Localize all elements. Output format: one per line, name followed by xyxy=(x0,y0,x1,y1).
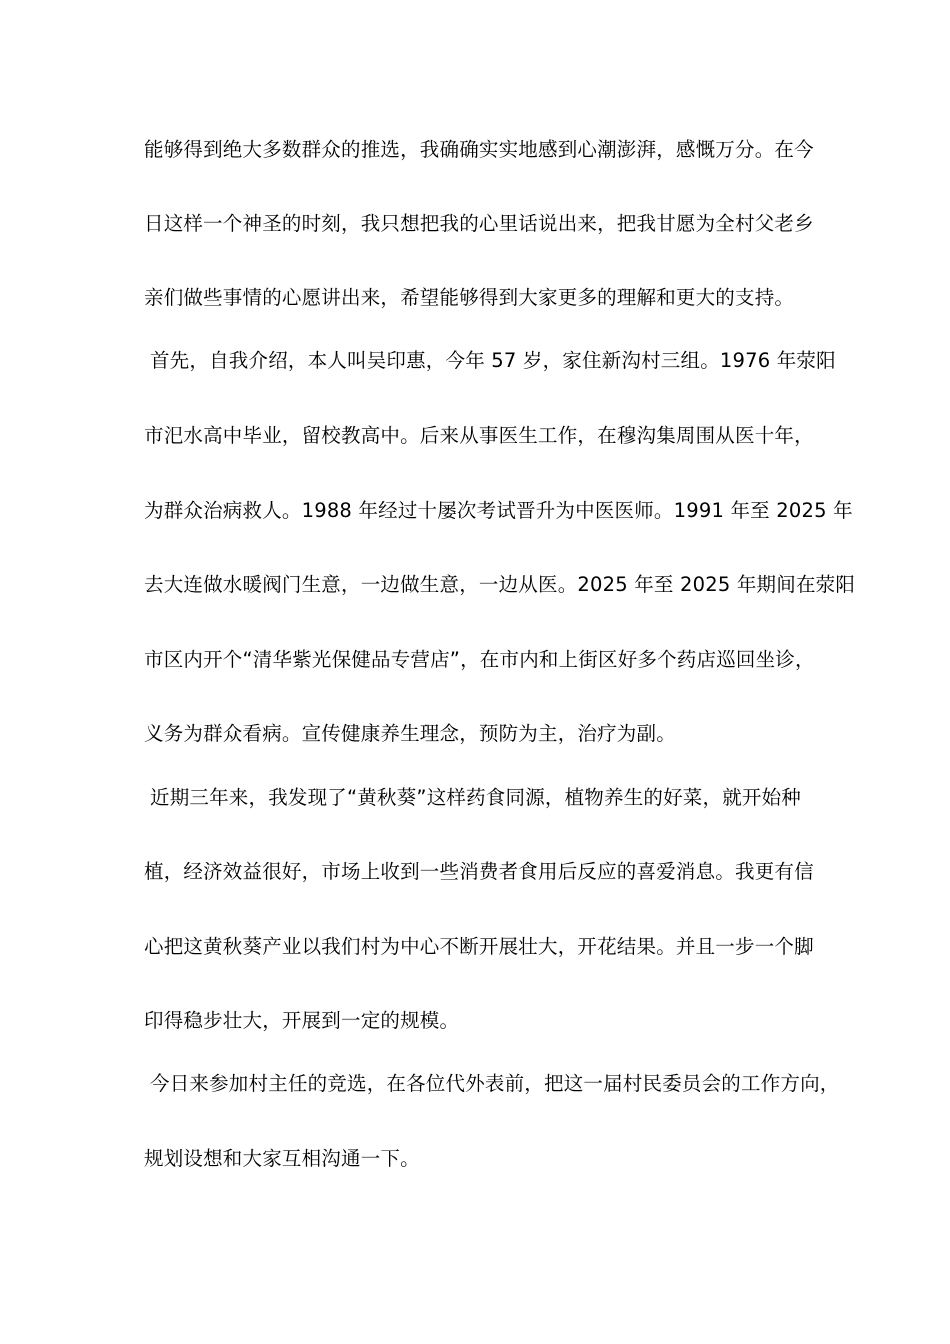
text-line: 市汜水高中毕业，留校教高中。后来从事医生工作，在穆沟集周围从医十年， xyxy=(144,424,814,447)
text-line: 规划设想和大家互相沟通一下。 xyxy=(144,1147,420,1170)
paragraph-start-line: 今日来参加村主任的竞选，在各位代外表前，把这一届村民委员会的工作方向， xyxy=(150,1072,840,1095)
text-line: 去大连做水暖阀门生意，一边做生意，一边从医。2025 年至 2025 年期间在荥阳 xyxy=(144,573,856,596)
text-line: 心把这黄秋葵产业以我们村为中心不断开展壮大，开花结果。并且一步一个脚 xyxy=(144,935,814,958)
paragraph-start-line: 近期三年来，我发现了“黄秋葵”这样药食同源，植物养生的好菜，就开始种 xyxy=(150,786,802,809)
text-line: 日这样一个神圣的时刻，我只想把我的心里话说出来，把我甘愿为全村父老乡 xyxy=(144,212,814,235)
text-line: 印得稳步壮大，开展到一定的规模。 xyxy=(144,1009,460,1032)
text-line: 市区内开个“清华紫光保健品专营店”，在市内和上街区好多个药店巡回坐诊， xyxy=(144,648,815,671)
text-line: 义务为群众看病。宣传健康养生理念，预防为主，治疗为副。 xyxy=(144,722,676,745)
text-line: 能够得到绝大多数群众的推选，我确确实实地感到心潮澎湃，感慨万分。在今 xyxy=(144,138,814,161)
text-line: 植，经济效益很好，市场上收到一些消费者食用后反应的喜爱消息。我更有信 xyxy=(144,860,814,883)
text-line: 为群众治病救人。1988 年经过十屡次考试晋升为中医医师。1991 年至 2025 年 xyxy=(144,499,853,522)
paragraph-start-line: 首先，自我介绍，本人叫吴印惠，今年 57 岁，家住新沟村三组。1976 年荥阳 xyxy=(150,349,836,372)
text-line: 亲们做些事情的心愿讲出来，希望能够得到大家更多的理解和更大的支持。 xyxy=(144,286,795,309)
